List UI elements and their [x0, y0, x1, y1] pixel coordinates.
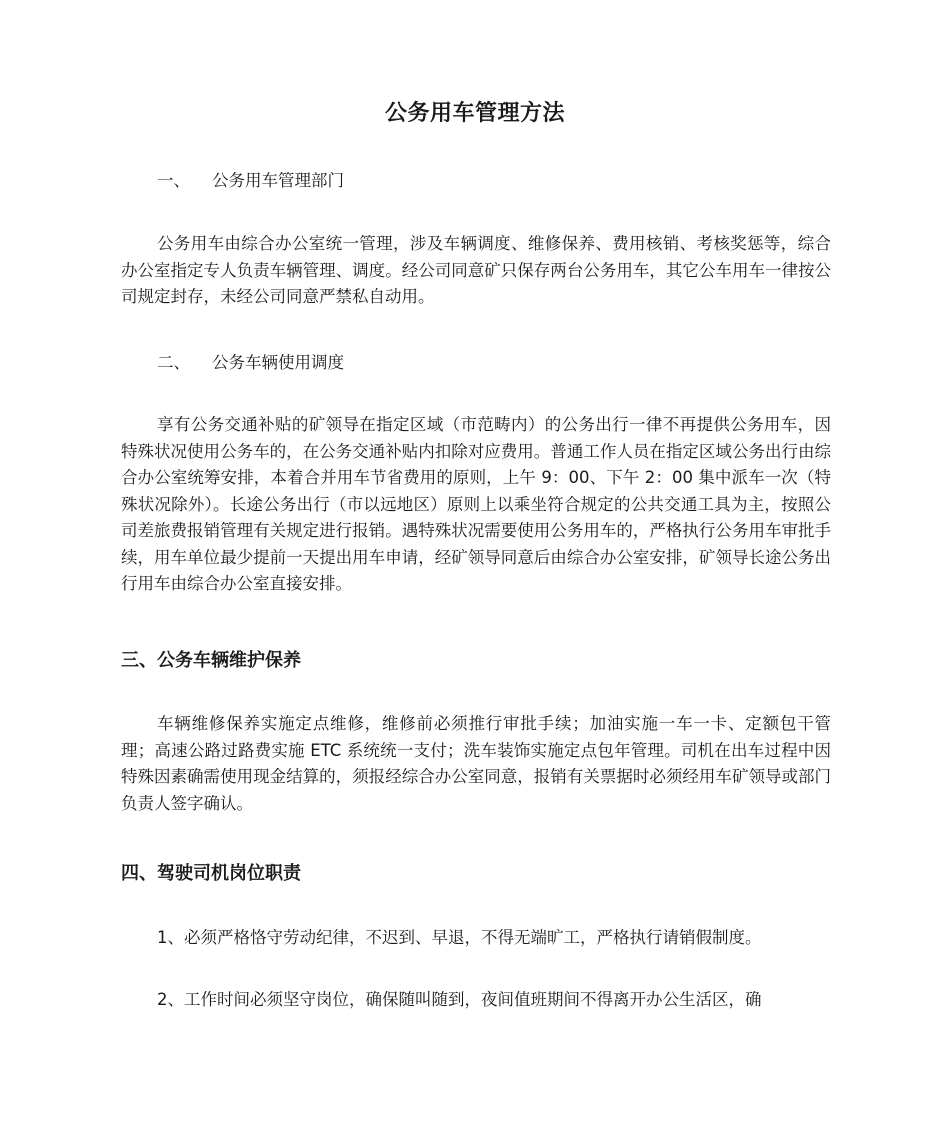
section-1-number: 一、: [157, 171, 190, 190]
section-3-body: 车辆维修保养实施定点维修，维修前必须推行审批手续；加油实施一车一卡、定额包干管理；高速公路过路费实施 ETC 系统统一支付；洗车装饰实施定点包年管理。司机在出车过程中因特殊因素确需使用现金结算的，须报经综合办公室同意，报销有关票据时必须经用车矿领导或部门负责人签字确认。: [121, 714, 831, 813]
section-4-item-1: 1、必须严格恪守劳动纪律，不迟到、早退，不得无端旷工，严格执行请销假制度。: [157, 928, 762, 947]
section-3-heading: 三、公务车辆维护保养: [121, 650, 301, 671]
section-2-number: 二、: [157, 353, 190, 372]
section-1-heading: [157, 168, 344, 194]
section-2-title: 公务车辆使用调度: [212, 353, 344, 372]
section-2-heading: [157, 350, 344, 376]
section-4-item-2: 2、工作时间必须坚守岗位，确保随叫随到，夜间值班期间不得离开办公生活区，确: [157, 990, 762, 1009]
section-4-heading: 四、驾驶司机岗位职责: [121, 863, 301, 884]
section-1-title: 公务用车管理部门: [212, 171, 344, 190]
section-2-body: 享有公务交通补贴的矿领导在指定区域（市范畴内）的公务出行一律不再提供公务用车，因特殊状况使用公务车的，在公务交通补贴内扣除对应费用。普通工作人员在指定区域公务出行由综合办公室统筹安排，本着合并用车节省费用的原则，上午 9：00、下午 2：00 集中派车一次（特殊状况除外）。长途公务出行（市以远地区）原则上以乘坐符合规定的公共交通工具为主，按照公司差旅费报销管理有关规定进行报销。遇特殊状况需要使用公务用车的，严格执行公务用车审批手续，用车单位最少提前一天提出用车申请，经矿领导同意后由综合办公室安排，矿领导长途公务出行用车由综合办公室直接安排。: [121, 415, 831, 593]
section-1-body: 公务用车由综合办公室统一管理，涉及车辆调度、维修保养、费用核销、考核奖惩等，综合办公室指定专人负责车辆管理、调度。经公司同意矿只保存两台公务用车，其它公车用车一律按公司规定封存，未经公司同意严禁私自动用。: [121, 234, 831, 306]
document-title: 公务用车管理方法: [384, 101, 565, 126]
